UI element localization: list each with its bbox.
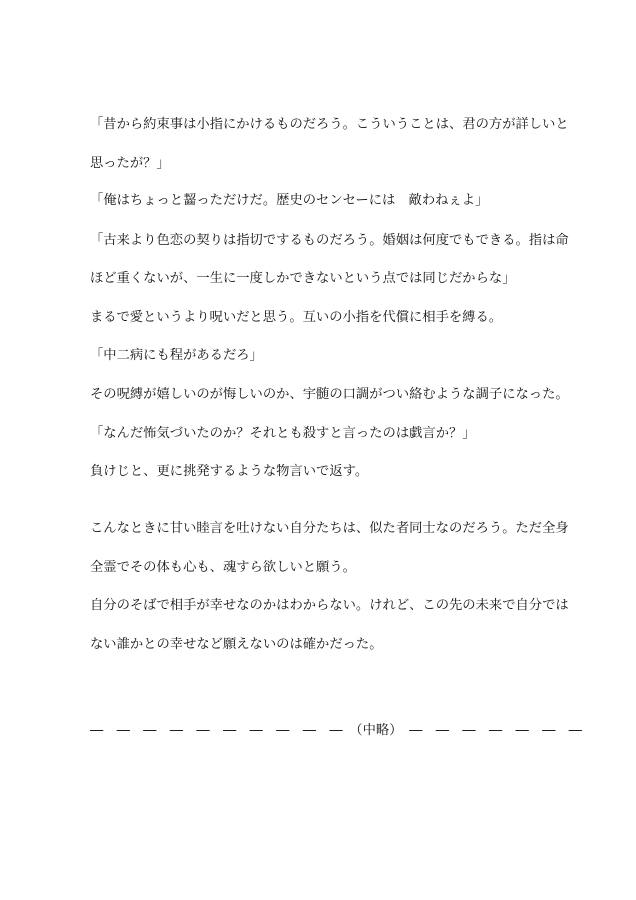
text-line: 「中二病にも程があるだろ」 (90, 348, 263, 363)
text-line: 思ったが？」 (90, 156, 170, 171)
text-line: 「なんだ怖気づいたのか？それとも殺すと言ったのは戯言か？」 (90, 426, 476, 441)
text-line: その呪縛が嬉しいのが悔しいのか、宇髄の口調がつい絡むような調子になった。 (90, 387, 569, 402)
text-line: 全霊でその体も心も、魂すら欲しいと願う。 (90, 560, 356, 575)
text-line: ない誰かとの幸せなど願えないのは確かだった。 (90, 637, 383, 652)
text-line: 自分のそばで相手が幸せなのかはわからない。けれど、この先の未来で自分では (90, 598, 569, 613)
section-divider: ― ― ― ― ― ― ― ― ― ― （中略） ― ― ― ― ― ― ― (90, 723, 582, 738)
text-line: ほど重くないが、一生に一度しかできないという点では同じだからな」 (90, 271, 516, 286)
text-line: こんなときに甘い睦言を吐けない自分たちは、似た者同士なのだろう。ただ全身 (90, 521, 569, 536)
text-line: 負けじと、更に挑発するような物言いで返す。 (90, 464, 369, 479)
text-line: まるで愛というより呪いだと思う。互いの小指を代償に相手を縛る。 (90, 310, 503, 325)
text-line: 「昔から約束事は小指にかけるものだろう。こういうことは、君の方が詳しいと (90, 117, 569, 132)
text-line: 「古来より色恋の契りは指切でするものだろう。婚姻は何度でもできる。指は命 (90, 233, 569, 248)
text-line: 「俺はちょっと齧っただけだ。歴史のセンセーには 敵わねぇよ」 (90, 193, 489, 208)
